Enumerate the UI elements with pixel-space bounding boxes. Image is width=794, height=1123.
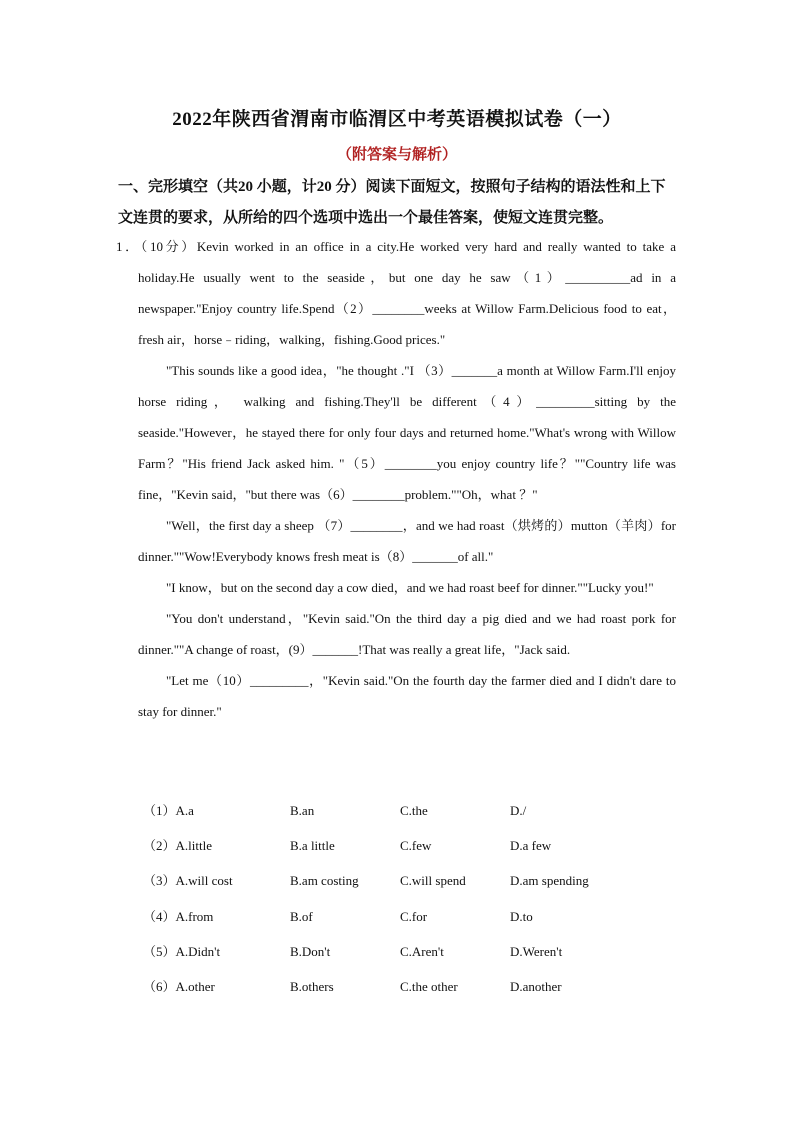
option-row (143, 830, 703, 865)
option-c: C.the other (400, 978, 458, 994)
option-a: （4）A.from (143, 908, 214, 924)
option-d: D.Weren't (510, 943, 563, 959)
option-c: C.Aren't (400, 943, 444, 959)
option-a: （2）A.little (143, 838, 212, 854)
option-row (143, 971, 703, 1006)
option-row (143, 795, 703, 830)
section-heading: 一、完形填空（共20 小题，计20 分）阅读下面短文，按照句子结构的语法性和上下文连贯的要求，从所给的四个选项中选出一个最佳答案，使短文连贯完整。 (118, 179, 666, 226)
option-b: B.an (290, 803, 315, 818)
option-b: B.am costing (290, 873, 359, 889)
option-row (143, 936, 703, 971)
option-c: C.for (400, 908, 428, 924)
page-subtitle: （附答案与解析） (336, 147, 457, 163)
option-a: （5）A.Didn't (143, 943, 221, 959)
option-b: B.Don't (290, 943, 331, 959)
option-d: D./ (510, 803, 527, 818)
option-a: （3）A.will cost (143, 873, 233, 889)
option-d: D.to (510, 908, 533, 924)
page-title: 2022年陕西省渭南市临渭区中考英语模拟试卷（一） (172, 109, 622, 130)
passage-paragraph-2: "This sounds like a good idea，"he thought ."I （3）_______a month at Willow Farm.I'll enjoy horse riding， walking and fishing.They'll be different（4）_________sitting by the seaside."However，he stayed there for only four days and returned home."What's wrong with Willow Farm？"His friend Jack asked him. "（5）________you enjoy country life？""Country life was fine，"Kevin said，"but there was（6）________problem.""Oh，what ？" (138, 363, 676, 502)
passage-paragraph-5: "You don't understand，"Kevin said."On the third day a pig died and we had roast pork for dinner.""A change of roast，(9）_______!That was really a great life，"Jack said. (138, 611, 676, 657)
cloze-passage (116, 231, 676, 727)
option-c: C.will spend (400, 873, 466, 889)
option-row (143, 865, 703, 900)
answer-options (143, 795, 703, 1006)
passage-paragraph-3: "Well，the first day a sheep （7）________，and we had roast（烘烤的）mutton（羊肉）for dinner.""Wow!Everybody knows fresh meat is（8）_______of all." (138, 518, 676, 564)
option-b: B.others (290, 978, 334, 994)
option-row (143, 901, 703, 936)
option-c: C.few (400, 838, 432, 854)
passage-paragraph-4: "I know，but on the second day a cow died，and we had roast beef for dinner.""Lucky you!" (166, 580, 654, 595)
passage-paragraph-6: "Let me（10）_________，"Kevin said."On the fourth day the farmer died and I didn't dare to stay for dinner." (138, 673, 676, 719)
option-d: D.a few (510, 838, 552, 854)
option-b: B.a little (290, 838, 335, 854)
option-d: D.another (510, 978, 562, 994)
option-d: D.am spending (510, 873, 589, 889)
option-a: （6）A.other (143, 978, 215, 994)
option-c: C.the (400, 803, 428, 818)
option-b: B.of (290, 908, 313, 924)
option-a: （1）A.a (143, 803, 194, 818)
passage-paragraph-1: 1．（10分）Kevin worked in an office in a city.He worked very hard and really wanted to take a holiday.He usually went to the seaside，but one day he saw（1）__________ad in a newspaper."Enjoy country life.Spend（2）________weeks at Willow Farm.Delicious food to eat，fresh air，horse﹣riding，walking，fishing.Good prices." (116, 239, 676, 347)
